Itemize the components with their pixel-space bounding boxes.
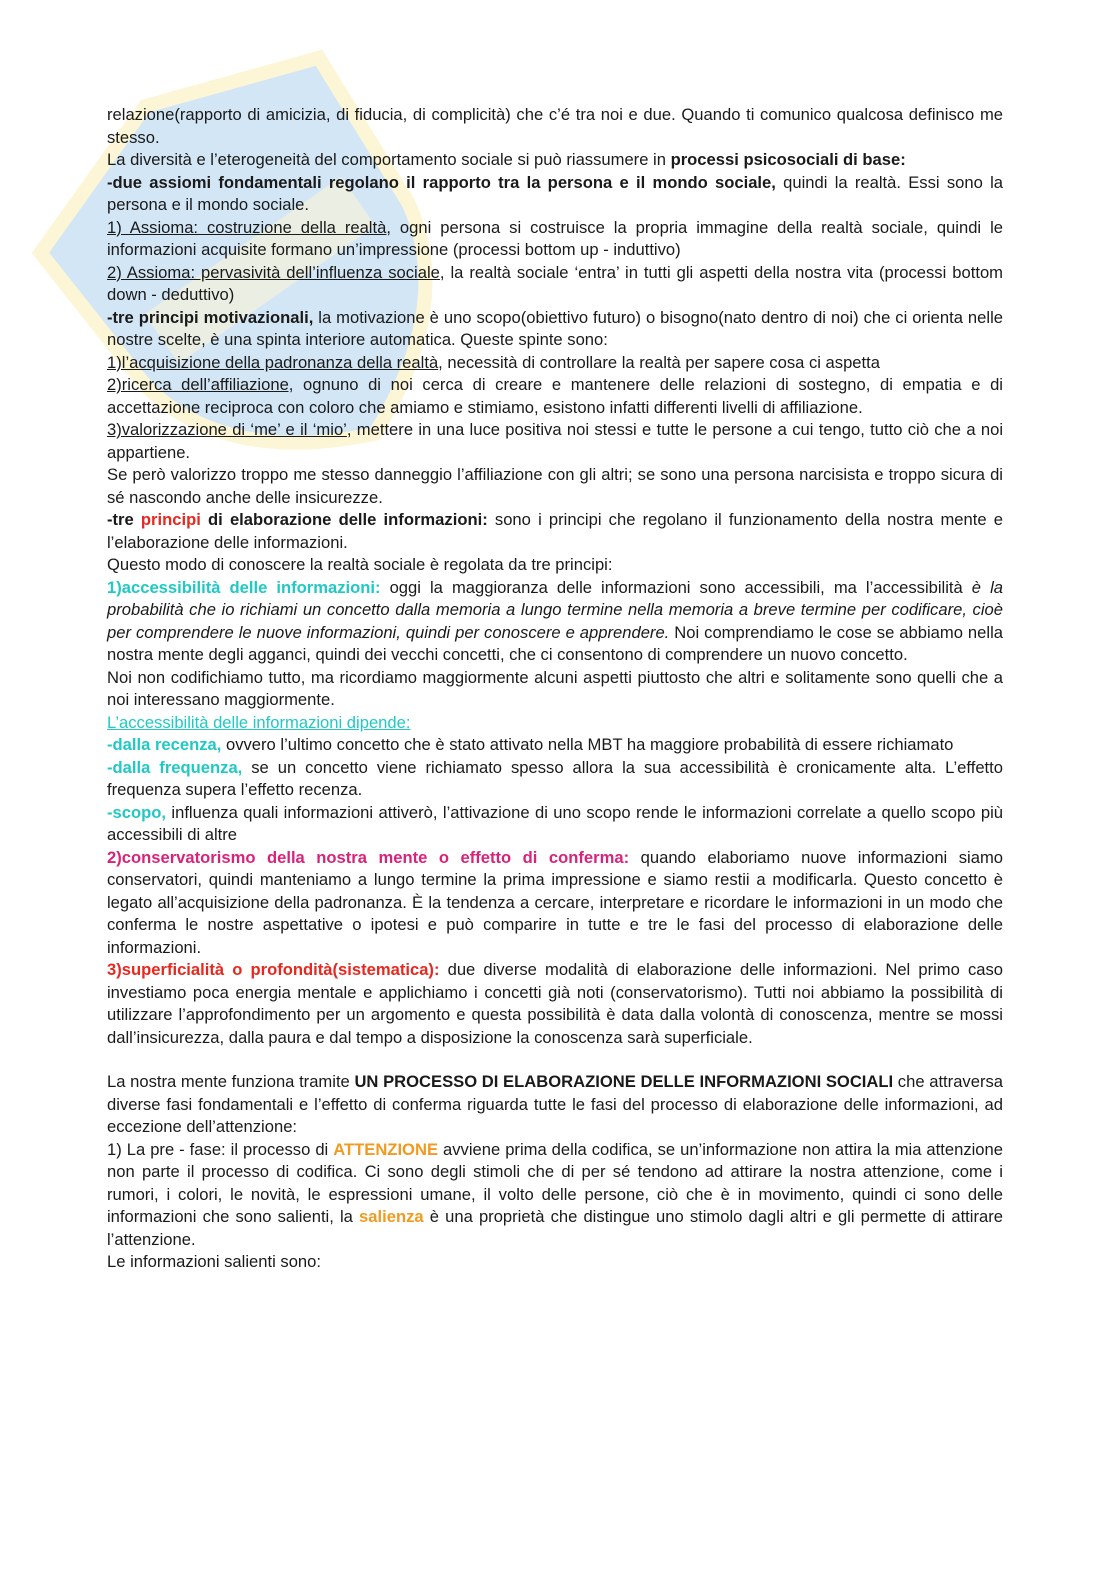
paragraph: relazione(rapporto di amicizia, di fiducia, di complicità) che c’é tra noi e due. Quando ti comunico qualcosa definisco me stesso. <box>107 105 1003 147</box>
paragraph: 1)accessibilità delle informazioni: oggi la maggioranza delle informazioni sono accessibili, ma l’accessibilità è la probabilità che io richiami un concetto dalla memoria a lungo termine nella memoria a breve termine per codificare, cioè per comprendere le nuove informazioni, quindi per conoscere e apprendere. Noi comprendiamo le cose se abbiamo nella nostra mente degli agganci, quindi dei vecchi concetti, che ci consentono di comprendere un nuovo concetto. <box>107 577 1003 664</box>
paragraph: 1) La pre - fase: il processo di ATTENZIONE avviene prima della codifica, se un’informazione non attira la mia attenzione non parte il processo di codifica. Ci sono degli stimoli che di per sé tendono ad attirare la nostra attenzione, come i rumori, i colori, le novità, le espressioni umane, il volto delle persone, ciò che è in movimento, quindi ci sono delle informazioni che sono salienti, la salienza è una proprietà che distingue uno stimolo dagli altri e gli permette di attirare l’attenzione. <box>107 1139 1003 1249</box>
document-body <box>107 104 1003 1274</box>
paragraph: La diversità e l’eterogeneità del comportamento sociale si può riassumere in processi psicosociali di base: <box>107 150 906 169</box>
paragraph: -scopo, influenza quali informazioni attiverò, l’attivazione di uno scopo rende le informazioni correlate a quello scopo più accessibili di altre <box>107 802 1003 844</box>
paragraph: 1)l’acquisizione della padronanza della realtà, necessità di controllare la realtà per sapere cosa ci aspetta <box>107 352 880 372</box>
paragraph: -tre principi motivazionali, la motivazione è uno scopo(obiettivo futuro) o bisogno(nato dentro di noi) che ci orienta nelle nostre scelte, è una spinta interiore automatica. Queste spinte sono: <box>107 307 1003 349</box>
paragraph: 2)ricerca dell’affiliazione, ognuno di noi cerca di creare e mantenere delle relazioni di sostegno, di empatia e di accettazione reciproca con coloro che amiamo e stimiamo, esistono infatti differenti livelli di affiliazione. <box>107 375 1003 417</box>
paragraph: L’accessibilità delle informazioni dipende: <box>107 712 411 732</box>
paragraph: 2)conservatorismo della nostra mente o effetto di conferma: quando elaboriamo nuove informazioni siamo conservatori, quindi manteniamo a lungo termine la prima impressione e siamo restii a modificarla. Questo concetto è legato all’acquisizione della padronanza. È la tendenza a cercare, interpretare e ricordare le informazioni in un modo che conferma le nostre aspettative o ipotesi e può comparire in tutte e tre le fasi del processo di elaborazione delle informazioni. <box>107 847 1004 957</box>
paragraph: 3)valorizzazione di ‘me’ e il ‘mio’, mettere in una luce positiva noi stessi e tutte le persone a cui tengo, tutto ciò che a noi appartiene. <box>107 420 1004 462</box>
paragraph: -dalla recenza, ovvero l’ultimo concetto che è stato attivato nella MBT ha maggiore probabilità di essere richiamato <box>107 735 954 754</box>
paragraph: 3)superficialità o profondità(sistematica): due diverse modalità di elaborazione delle informazioni. Nel primo caso investiamo poca energia mentale e applichiamo i concetti già noti (conservatorismo). Tutti noi abbiamo la possibilità di utilizzare l’approfondimento per un argomento e questa possibilità è data dalla volontà di conoscenza, mentre se mossi dall’insicurezza, dalla paura e dal tempo a disposizione la conoscenza sarà superficiale. <box>107 960 1003 1047</box>
paragraph: La nostra mente funziona tramite UN PROCESSO DI ELABORAZIONE DELLE INFORMAZIONI SOCIALI che attraversa diverse fasi fondamentali e l’effetto di conferma riguarda tutte le fasi del processo di elaborazione delle informazioni, ad eccezione dell’attenzione: <box>107 1072 1003 1136</box>
paragraph: 1) Assioma: costruzione della realtà, ogni persona si costruisce la propria immagine della realtà sociale, quindi le informazioni acquisite formano un’impressione (processi bottom up - induttivo) <box>107 217 1003 259</box>
paragraph: -due assiomi fondamentali regolano il rapporto tra la persona e il mondo sociale, quindi la realtà. Essi sono la persona e il mondo sociale. <box>107 172 1003 214</box>
paragraph: Noi non codifichiamo tutto, ma ricordiamo maggiormente alcuni aspetti piuttosto che altri e solitamente sono quelli che a noi interessano maggiormente. <box>107 667 1003 709</box>
paragraph: Le informazioni salienti sono: <box>107 1252 321 1271</box>
paragraph: -tre principi di elaborazione delle informazioni: sono i principi che regolano il funzionamento della nostra mente e l’elaborazione delle informazioni. <box>107 510 1003 552</box>
paragraph: Questo modo di conoscere la realtà sociale è regolata da tre principi: <box>107 555 613 574</box>
paragraph: 2) Assioma: pervasività dell’influenza sociale, la realtà sociale ‘entra’ in tutti gli aspetti della nostra vita (processi bottom down - deduttivo) <box>107 262 1003 304</box>
paragraph: Se però valorizzo troppo me stesso danneggio l’affiliazione con gli altri; se sono una persona narcisista e troppo sicura di sé nascondo anche delle insicurezze. <box>107 465 1003 507</box>
paragraph: -dalla frequenza, se un concetto viene richiamato spesso allora la sua accessibilità è cronicamente alta. L’effetto frequenza supera l’effetto recenza. <box>107 757 1004 799</box>
